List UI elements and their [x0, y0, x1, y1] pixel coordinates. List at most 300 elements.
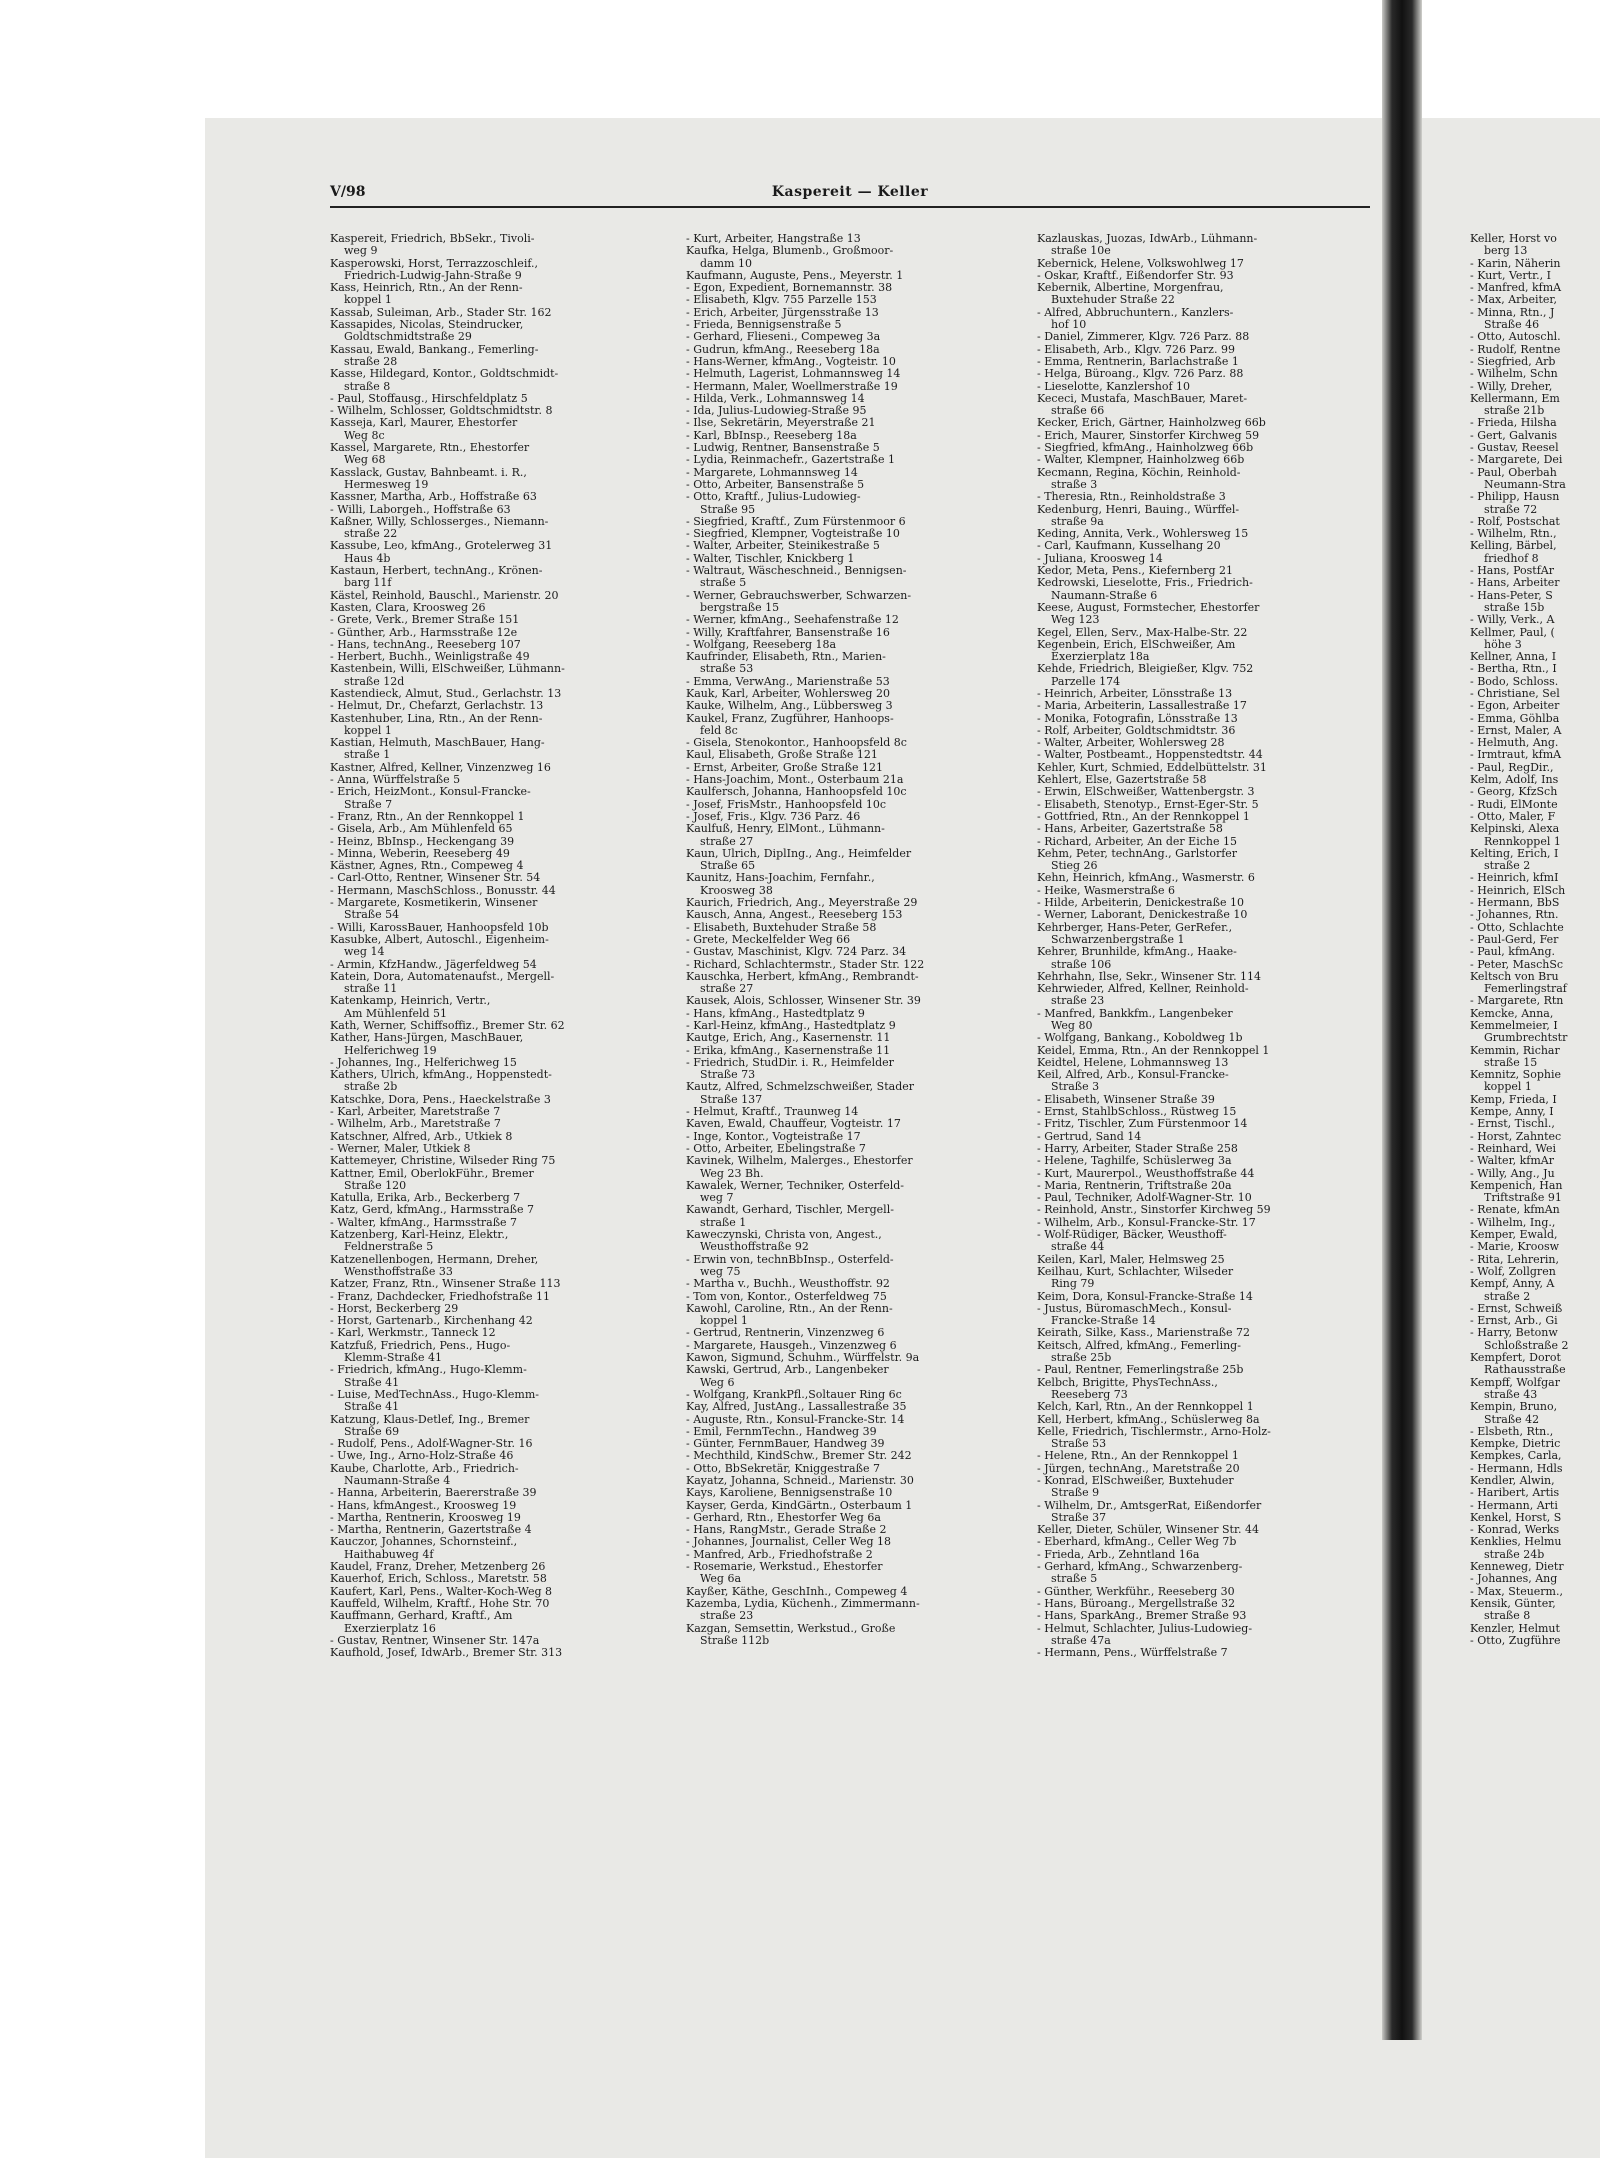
entry-continuation: straße 28 [344, 354, 398, 368]
directory-entry: Kasubke, Albert, Autoschl., Eigenheim- [330, 932, 549, 946]
directory-entry: - Rita, Lehrerin, [1470, 1252, 1560, 1266]
directory-entry: Kedor, Meta, Pens., Kiefernberg 21 [1037, 564, 1234, 578]
directory-entry: Kedenburg, Henri, Bauing., Würffel- [1037, 502, 1240, 516]
directory-entry: - Wilhelm, Schlosser, Goldtschmidtstr. 8 [330, 404, 553, 418]
directory-entry: - Bodo, Schloss. [1470, 674, 1559, 688]
directory-entry: - Hilda, Verk., Lohmannsweg 14 [686, 391, 865, 405]
directory-entry: - Ludwig, Rentner, Bansenstraße 5 [686, 441, 880, 455]
directory-entry: Kelm, Adolf, Ins [1470, 773, 1559, 787]
entry-continuation: Weg 68 [344, 453, 386, 467]
directory-entry: - Günter, FernmBauer, Handweg 39 [686, 1437, 885, 1451]
entry-continuation: straße 23 [700, 1609, 754, 1623]
directory-entry: Kass, Heinrich, Rtn., An der Renn- [330, 281, 523, 295]
directory-entry: - Gerhard, kfmAng., Schwarzenberg- [1037, 1560, 1243, 1574]
directory-entry: Keidtel, Helene, Lohmannsweg 13 [1037, 1055, 1229, 1069]
directory-entry: Kemnitz, Sophie [1470, 1068, 1561, 1082]
directory-entry: - Georg, KfzSch [1470, 785, 1558, 799]
directory-entry: Kautz, Alfred, Schmelzschweißer, Stader [686, 1080, 914, 1094]
entry-continuation: Weg 8c [344, 428, 385, 442]
entry-continuation: barg 11f [344, 576, 392, 590]
directory-entry: - Manfred, Bankkfm., Langenbeker [1037, 1006, 1233, 1020]
directory-entry: - Konrad, Werks [1470, 1523, 1560, 1537]
directory-entry: Kassube, Leo, kfmAng., Grotelerweg 31 [330, 539, 553, 553]
directory-entry: Kaube, Charlotte, Arb., Friedrich- [330, 1461, 519, 1475]
directory-entry: - Emma, VerwAng., Marienstraße 53 [686, 674, 890, 688]
directory-entry: - Kurt, Vertr., I [1470, 268, 1551, 282]
directory-entry: Kempkes, Carla, [1470, 1449, 1562, 1463]
book-gutter [1382, 0, 1422, 2040]
directory-entry: - Wolf-Rüdiger, Bäcker, Weusthoff- [1037, 1228, 1227, 1242]
entry-continuation: Wensthoffstraße 33 [344, 1264, 453, 1278]
directory-entry: Katzfuß, Friedrich, Pens., Hugo- [330, 1338, 511, 1352]
directory-entry: - Walter, Arbeiter, Steinikestraße 5 [686, 539, 880, 553]
directory-entry: - Gottfried, Rtn., An der Rennkoppel 1 [1037, 809, 1250, 823]
directory-entry: Kassel, Margarete, Rtn., Ehestorfer [330, 441, 530, 455]
entry-continuation: Straße 65 [700, 859, 756, 873]
directory-entry: - Ida, Julius-Ludowieg-Straße 95 [686, 404, 867, 418]
directory-entry: - Marie, Kroosw [1470, 1240, 1560, 1254]
entry-continuation: Parzelle 174 [1051, 674, 1121, 688]
directory-entry: - Hermann, MaschSchloss., Bonusstr. 44 [330, 883, 556, 897]
directory-entry: - Franz, Dachdecker, Friedhofstraße 11 [330, 1289, 551, 1303]
directory-entry: - Haribert, Artis [1470, 1486, 1560, 1500]
directory-entry: - Helmuth, Lagerist, Lohmannsweg 14 [686, 367, 901, 381]
entry-continuation: hof 10 [1051, 318, 1087, 332]
directory-entry: - Horst, Gartenarb., Kirchenhang 42 [330, 1314, 533, 1328]
directory-entry: Kelling, Bärbel, [1470, 539, 1557, 553]
directory-entry: - Horst, Zahntec [1470, 1129, 1562, 1143]
directory-entry: Kastenbein, Willi, ElSchweißer, Lühmann- [330, 662, 565, 676]
directory-entry: Kawohl, Caroline, Rtn., An der Renn- [686, 1301, 893, 1315]
page-number: V/98 [330, 184, 366, 200]
directory-entry: Kaßner, Willy, Schlosserges., Niemann- [330, 514, 549, 528]
directory-entry: - Theresia, Rtn., Reinholdstraße 3 [1037, 490, 1226, 504]
directory-entry: - Erwin, ElSchweißer, Wattenbergstr. 3 [1037, 785, 1255, 799]
directory-entry: - Margarete, Dei [1470, 453, 1563, 467]
directory-entry: - Helmut, Schlachter, Julius-Ludowieg- [1037, 1621, 1253, 1635]
directory-entry: Katenkamp, Heinrich, Vertr., [330, 994, 491, 1008]
directory-entry: Kendler, Alwin, [1470, 1473, 1555, 1487]
entry-continuation: Am Mühlenfeld 51 [344, 1006, 448, 1020]
directory-entry: - Gert, Galvanis [1470, 428, 1558, 442]
directory-entry: Kaven, Ewald, Chauffeur, Vogteistr. 17 [686, 1117, 901, 1131]
directory-entry: Kempf, Anny, A [1470, 1277, 1555, 1291]
entry-continuation: Weg 6a [700, 1572, 742, 1586]
entry-continuation: straße 43 [1484, 1387, 1538, 1401]
directory-entry: - Otto, Autoschl. [1470, 330, 1561, 344]
entry-continuation: Grumbrechtstr [1484, 1031, 1568, 1045]
entry-continuation: Straße 69 [344, 1424, 400, 1438]
directory-entry: - Willy, Ang., Ju [1470, 1166, 1555, 1180]
entry-continuation: straße 1 [700, 1215, 747, 1229]
directory-entry: Kellermann, Em [1470, 391, 1560, 405]
entry-continuation: bergstraße 15 [700, 600, 780, 614]
directory-entry: - Hans-Joachim, Mont., Osterbaum 21a [686, 773, 904, 787]
entry-continuation: Hermesweg 19 [344, 477, 429, 491]
directory-entry: Kauerhof, Erich, Schloss., Maretstr. 58 [330, 1572, 547, 1586]
directory-entry: - Egon, Expedient, Bornemannstr. 38 [686, 281, 893, 295]
entry-continuation: Reeseberg 73 [1051, 1387, 1128, 1401]
entry-continuation: Rennkoppel 1 [1484, 834, 1561, 848]
directory-entry: - Helmuth, Ang. [1470, 736, 1559, 750]
directory-entry: - Wilhelm, Ing., [1470, 1215, 1556, 1229]
entry-continuation: Klemm-Straße 41 [344, 1351, 442, 1365]
entry-continuation: Haus 4b [344, 551, 391, 565]
directory-entry: Kausch, Anna, Angest., Reeseberg 153 [686, 908, 903, 922]
directory-entry: Kemmin, Richar [1470, 1043, 1560, 1057]
directory-entry: Kempenich, Han [1470, 1178, 1563, 1192]
directory-entry: - Gudrun, kfmAng., Reeseberg 18a [686, 342, 880, 356]
entry-continuation: straße 27 [700, 834, 754, 848]
directory-entry: - Paul-Gerd, Fer [1470, 932, 1559, 946]
directory-entry: - Josef, Fris., Klgv. 736 Parz. 46 [686, 809, 861, 823]
directory-entry: Keltsch von Bru [1470, 969, 1559, 983]
directory-entry: Kecmann, Regina, Köchin, Reinhold- [1037, 465, 1241, 479]
directory-entry: Kauk, Karl, Arbeiter, Wohlersweg 20 [686, 686, 890, 700]
directory-entry: Kastner, Alfred, Kellner, Vinzenzweg 16 [330, 760, 551, 774]
directory-entry: Kaweczynski, Christa von, Angest., [686, 1228, 882, 1242]
entry-continuation: straße 21b [1484, 404, 1545, 418]
entry-continuation: Helferichweg 19 [344, 1043, 437, 1057]
directory-entry: - Gerhard, Rtn., Ehestorfer Weg 6a [686, 1510, 881, 1524]
directory-entry: - Heike, Wasmerstraße 6 [1037, 883, 1175, 897]
entry-continuation: straße 25b [1051, 1351, 1112, 1365]
directory-entry: - Johannes, Ang [1470, 1572, 1558, 1586]
directory-entry: - Helmut, Dr., Chefarzt, Gerlachstr. 13 [330, 699, 544, 713]
directory-entry: - Herbert, Buchh., Weinligstraße 49 [330, 650, 530, 664]
directory-entry: Katulla, Erika, Arb., Beckerberg 7 [330, 1191, 521, 1205]
directory-entry: Keller, Horst vo [1470, 233, 1557, 245]
directory-entry: Katein, Dora, Automatenaufst., Mergell- [330, 969, 555, 983]
directory-entry: Kayßer, Käthe, GeschInh., Compeweg 4 [686, 1584, 908, 1598]
directory-entry: - Elisabeth, Klgv. 755 Parzelle 153 [686, 293, 877, 307]
directory-entry: Kastaun, Herbert, technAng., Krönen- [330, 564, 543, 578]
entry-continuation: straße 24b [1484, 1547, 1545, 1561]
directory-entry: - Hans, kfmAngest., Kroosweg 19 [330, 1498, 517, 1512]
directory-entry: - Frieda, Hilsha [1470, 416, 1557, 430]
directory-entry: Kasperowski, Horst, Terrazzoschleif., [330, 256, 539, 270]
entry-continuation: Haithabuweg 4f [344, 1547, 434, 1561]
directory-column-1 [330, 233, 660, 1993]
directory-entry: - Mechthild, KindSchw., Bremer Str. 242 [686, 1449, 912, 1463]
entry-continuation: Straße 54 [344, 908, 400, 922]
directory-entry: - Werner, Laborant, Denickestraße 10 [1037, 908, 1248, 922]
directory-entry: - Helene, Rtn., An der Rennkoppel 1 [1037, 1449, 1239, 1463]
directory-entry: - Martha, Rentnerin, Gazertstraße 4 [330, 1523, 532, 1537]
directory-entry: - Paul, Oberbah [1470, 465, 1557, 479]
directory-entry: Kazemba, Lydia, Küchenh., Zimmermann- [686, 1596, 920, 1610]
directory-entry: Kemmelmeier, I [1470, 1019, 1558, 1032]
directory-entry: - Wolfgang, KrankPfl.,Soltauer Ring 6c [686, 1387, 902, 1401]
entry-continuation: koppel 1 [1484, 1080, 1532, 1094]
directory-entry: Keitsch, Alfred, kfmAng., Femerling- [1037, 1338, 1241, 1352]
directory-entry: Kemper, Ewald, [1470, 1228, 1558, 1242]
page-header [330, 184, 1370, 208]
directory-entry: Kaulfersch, Johanna, Hanhoopsfeld 10c [686, 785, 907, 799]
directory-entry: - Elisabeth, Stenotyp., Ernst-Eger-Str. 5 [1037, 797, 1259, 811]
entry-continuation: straße 9a [1051, 514, 1104, 528]
directory-entry: - Juliana, Kroosweg 14 [1037, 551, 1163, 565]
directory-entry: - Harry, Betonw [1470, 1326, 1558, 1340]
directory-entry: - Johannes, Journalist, Celler Weg 18 [686, 1535, 891, 1549]
directory-entry: - Inge, Kontor., Vogteistraße 17 [686, 1129, 861, 1143]
directory-entry: Katzer, Franz, Rtn., Winsener Straße 113 [330, 1277, 561, 1291]
directory-entry: Kempke, Dietric [1470, 1437, 1561, 1451]
entry-continuation: Straße 120 [344, 1178, 407, 1192]
entry-continuation: koppel 1 [344, 723, 392, 737]
directory-entry: Kegenbein, Erich, ElSchweißer, Am [1037, 637, 1236, 651]
directory-entry: - Gustav, Maschinist, Klgv. 724 Parz. 34 [686, 945, 907, 959]
directory-entry: - Hans-Werner, kfmAng., Vogteistr. 10 [686, 354, 896, 368]
directory-entry: Kenzler, Helmut [1470, 1621, 1560, 1635]
directory-entry: - Rolf, Postschat [1470, 514, 1560, 528]
directory-entry: Kempin, Bruno, [1470, 1400, 1558, 1414]
directory-entry: - Reinhard, Wei [1470, 1141, 1556, 1155]
directory-entry: - Rosemarie, Werkstud., Ehestorfer [686, 1560, 883, 1574]
directory-entry: - Gerhard, Flieseni., Compeweg 3a [686, 330, 881, 344]
directory-entry: - Paul, Techniker, Adolf-Wagner-Str. 10 [1037, 1191, 1252, 1205]
directory-entry: - Peter, MaschSc [1470, 957, 1564, 971]
directory-entry: - Hans-Peter, S [1470, 588, 1553, 602]
directory-entry: Kehler, Kurt, Schmied, Eddelbüttelstr. 31 [1037, 760, 1267, 774]
directory-entry: - Oskar, Kraftf., Eißendorfer Str. 93 [1037, 268, 1234, 282]
directory-entry: - Paul, Rentner, Femerlingstraße 25b [1037, 1363, 1244, 1377]
directory-entry: - Emma, Rentnerin, Barlachstraße 1 [1037, 354, 1239, 368]
directory-entry: Kasslack, Gustav, Bahnbeamt. i. R., [330, 465, 527, 479]
directory-entry: - Walter, Postbeamt., Hoppenstedtstr. 44 [1037, 748, 1263, 762]
entry-continuation: Straße 73 [700, 1068, 756, 1082]
directory-entry: Kempe, Anny, I [1470, 1105, 1554, 1119]
entry-continuation: straße 5 [700, 576, 747, 590]
directory-entry: - Siegfried, Kraftf., Zum Fürstenmoor 6 [686, 514, 906, 528]
directory-entry: - Maria, Arbeiterin, Lassallestraße 17 [1037, 699, 1247, 713]
directory-entry: Kehlert, Else, Gazertstraße 58 [1037, 773, 1207, 787]
directory-entry: Kazgan, Semsettin, Werkstud., Große [686, 1621, 896, 1635]
entry-continuation: straße 15 [1484, 1055, 1538, 1069]
directory-entry: Kellmer, Paul, ( [1470, 625, 1555, 639]
directory-entry: - Karl, Werkmstr., Tanneck 12 [330, 1326, 496, 1340]
directory-entry: - Gertrud, Rentnerin, Vinzenzweg 6 [686, 1326, 885, 1340]
entry-continuation: Schwarzenbergstraße 1 [1051, 932, 1185, 946]
directory-entry: Kattemeyer, Christine, Wilseder Ring 75 [330, 1154, 556, 1168]
directory-entry: Kawalek, Werner, Techniker, Osterfeld- [686, 1178, 905, 1192]
directory-entry: - Hermann, Pens., Würffelstraße 7 [1037, 1646, 1228, 1660]
directory-entry: Kays, Karoliene, Bennigsenstraße 10 [686, 1486, 893, 1500]
directory-entry: Kastenhuber, Lina, Rtn., An der Renn- [330, 711, 543, 725]
directory-entry: Kaukel, Franz, Zugführer, Hanhoops- [686, 711, 894, 725]
directory-entry: Kehrhahn, Ilse, Sekr., Winsener Str. 114 [1037, 969, 1262, 983]
entry-continuation: Friedrich-Ludwig-Jahn-Straße 9 [344, 268, 522, 282]
directory-entry: - Grete, Verk., Bremer Straße 151 [330, 613, 520, 627]
directory-column-3 [1037, 233, 1377, 1993]
directory-entry: - Frieda, Bennigsenstraße 5 [686, 318, 842, 332]
entry-continuation: straße 2b [344, 1080, 398, 1094]
directory-entry: - Egon, Arbeiter [1470, 699, 1560, 713]
directory-entry: Kebernick, Helene, Volkswohlweg 17 [1037, 256, 1244, 270]
running-head: Kaspereit — Keller [771, 184, 929, 200]
directory-entry: Kehrwieder, Alfred, Kellner, Reinhold- [1037, 982, 1249, 996]
directory-entry: - Waltraut, Wäscheschneid., Bennigsen- [686, 564, 907, 578]
directory-entry: - Uwe, Ing., Arno-Holz-Straße 46 [330, 1449, 514, 1463]
directory-entry: - Hans, SparkAng., Bremer Straße 93 [1037, 1609, 1247, 1623]
directory-entry: - Ernst, StahlbSchloss., Rüstweg 15 [1037, 1105, 1237, 1119]
directory-entry: Kaufhold, Josef, IdwArb., Bremer Str. 313 [330, 1646, 563, 1660]
entry-continuation: Neumann-Stra [1484, 477, 1566, 491]
entry-continuation: Naumann-Straße 4 [344, 1473, 451, 1487]
directory-entry: - Werner, kfmAng., Seehafenstraße 12 [686, 613, 899, 627]
directory-entry: - Walter, kfmAng., Harmsstraße 7 [330, 1215, 518, 1229]
directory-entry: - Willy, Verk., A [1470, 613, 1555, 627]
entry-continuation: weg 9 [344, 244, 378, 258]
directory-entry: - Ernst, Arb., Gi [1470, 1314, 1558, 1328]
directory-entry: - Wilhelm, Arb., Maretstraße 7 [330, 1117, 501, 1131]
directory-entry: Kehde, Friedrich, Bleigießer, Klgv. 752 [1037, 662, 1254, 676]
directory-entry: - Richard, Arbeiter, An der Eiche 15 [1037, 834, 1237, 848]
directory-entry: - Konrad, ElSchweißer, Buxtehuder [1037, 1473, 1234, 1487]
directory-entry: Kauffeld, Wilhelm, Kraftf., Hohe Str. 70 [330, 1596, 550, 1610]
directory-entry: - Maria, Rentnerin, Triftstraße 20a [1037, 1178, 1232, 1192]
entry-continuation: koppel 1 [344, 293, 392, 307]
directory-entry: Kehm, Peter, technAng., Garlstorfer [1037, 846, 1238, 860]
directory-entry: - Heinrich, ElSch [1470, 883, 1566, 897]
directory-entry: Kastian, Helmuth, MaschBauer, Hang- [330, 736, 545, 750]
directory-entry: - Heinz, BbInsp., Heckengang 39 [330, 834, 515, 848]
directory-entry: Kaudel, Franz, Dreher, Metzenberg 26 [330, 1560, 546, 1574]
directory-entry: - Carl-Otto, Rentner, Winsener Str. 54 [330, 871, 541, 885]
directory-entry: Katzung, Klaus-Detlef, Ing., Bremer [330, 1412, 530, 1426]
directory-entry: Kassner, Martha, Arb., Hoffstraße 63 [330, 490, 537, 504]
directory-entry: Kemcke, Anna, [1470, 1006, 1554, 1020]
directory-entry: - Ernst, Maler, A [1470, 723, 1562, 737]
entry-continuation: straße 11 [344, 982, 398, 996]
directory-entry: Kaspereit, Friedrich, BbSekr., Tivoli- [330, 233, 535, 245]
directory-entry: Kay, Alfred, JustAng., Lassallestraße 35 [686, 1400, 907, 1414]
directory-entry: Kautge, Erich, Ang., Kasernenstr. 11 [686, 1031, 891, 1045]
directory-entry: Kellner, Anna, I [1470, 650, 1557, 664]
directory-entry: - Kurt, Arbeiter, Hangstraße 13 [686, 233, 861, 245]
directory-entry: - Hanna, Arbeiterin, Baererstraße 39 [330, 1486, 537, 1500]
directory-entry: - Gustav, Rentner, Winsener Str. 147a [330, 1633, 540, 1647]
entry-continuation: koppel 1 [700, 1314, 748, 1328]
directory-entry: Kassab, Suleiman, Arb., Stader Str. 162 [330, 305, 552, 319]
directory-entry: - Wolfgang, Reeseberg 18a [686, 637, 837, 651]
entry-continuation: Straße 95 [700, 502, 756, 516]
directory-entry: Kell, Herbert, kfmAng., Schüslerweg 8a [1037, 1412, 1260, 1426]
entry-continuation: straße 8 [1484, 1609, 1531, 1623]
directory-entry: - Wilhelm, Schn [1470, 367, 1558, 381]
directory-entry: Kavinek, Wilhelm, Malerges., Ehestorfer [686, 1154, 913, 1168]
directory-entry: - Martha v., Buchh., Weusthoffstr. 92 [686, 1277, 890, 1291]
directory-entry: - Minna, Weberin, Reeseberg 49 [330, 846, 510, 860]
directory-entry: Kenklies, Helmu [1470, 1535, 1562, 1549]
entry-continuation: Straße 46 [1484, 318, 1540, 332]
entry-continuation: Goldtschmidtstraße 29 [344, 330, 472, 344]
directory-entry: - Auguste, Rtn., Konsul-Francke-Str. 14 [686, 1412, 905, 1426]
directory-entry: Kehn, Heinrich, kfmAng., Wasmerstr. 6 [1037, 871, 1255, 885]
directory-entry: - Anna, Würffelstraße 5 [330, 773, 461, 787]
directory-entry: Kaufrinder, Elisabeth, Rtn., Marien- [686, 650, 886, 664]
directory-entry: - Hans, PostfAr [1470, 564, 1555, 578]
directory-entry: - Willy, Kraftfahrer, Bansenstraße 16 [686, 625, 890, 639]
directory-entry: Keilen, Karl, Maler, Helmsweg 25 [1037, 1252, 1225, 1266]
directory-entry: Kauke, Wilhelm, Ang., Lübbersweg 3 [686, 699, 893, 713]
entry-continuation: straße 106 [1051, 957, 1112, 971]
directory-entry: - Elisabeth, Arb., Klgv. 726 Parz. 99 [1037, 342, 1235, 356]
directory-entry: - Kurt, Maurerpol., Weusthoffstraße 44 [1037, 1166, 1255, 1180]
directory-entry: - Alfred, Abbruchuntern., Kanzlers- [1037, 305, 1234, 319]
directory-entry: - Grete, Meckelfelder Weg 66 [686, 932, 851, 946]
directory-entry: - Max, Steuerm., [1470, 1584, 1563, 1598]
directory-entry: Katschke, Dora, Pens., Haeckelstraße 3 [330, 1092, 551, 1106]
entry-continuation: straße 2 [1484, 1289, 1531, 1303]
directory-entry: Katzenellenbogen, Hermann, Dreher, [330, 1252, 539, 1266]
entry-continuation: Exerzierplatz 16 [344, 1621, 436, 1635]
directory-entry: Kaurich, Friedrich, Ang., Meyerstraße 29 [686, 896, 918, 910]
directory-entry: - Reinhold, Anstr., Sinstorfer Kirchweg 59 [1037, 1203, 1271, 1217]
directory-entry: - Renate, kfmAn [1470, 1203, 1560, 1217]
directory-entry: - Martha, Rentnerin, Kroosweg 19 [330, 1510, 521, 1524]
directory-entry: - Otto, Schlachte [1470, 920, 1564, 934]
directory-entry: Kassau, Ewald, Bankang., Femerling- [330, 342, 539, 356]
directory-entry: - Willy, Dreher, [1470, 379, 1553, 393]
directory-entry: Kattner, Emil, OberlokFühr., Bremer [330, 1166, 534, 1180]
directory-entry: - Karin, Näherin [1470, 256, 1561, 270]
entry-continuation: Francke-Straße 14 [1051, 1314, 1156, 1328]
directory-entry: - Wilhelm, Dr., AmtsgerRat, Eißendorfer [1037, 1498, 1262, 1512]
directory-entry: Kasten, Clara, Kroosweg 26 [330, 600, 486, 614]
directory-entry: Keirath, Silke, Kass., Marienstraße 72 [1037, 1326, 1250, 1340]
entry-continuation: Weg 123 [1051, 613, 1100, 627]
directory-entry: Kayatz, Johanna, Schneid., Marienstr. 30 [686, 1473, 914, 1487]
directory-entry: - Helga, Büroang., Klgv. 726 Parz. 88 [1037, 367, 1244, 381]
directory-entry: - Gisela, Arb., Am Mühlenfeld 65 [330, 822, 513, 836]
directory-entry: - Karl, BbInsp., Reeseberg 18a [686, 428, 857, 442]
directory-entry: Keil, Alfred, Arb., Konsul-Francke- [1037, 1068, 1229, 1082]
directory-entry: - Monika, Fotografin, Lönsstraße 13 [1037, 711, 1238, 725]
directory-entry: - Günther, Werkführ., Reeseberg 30 [1037, 1584, 1235, 1598]
directory-entry: - Hermann, Maler, Woellmerstraße 19 [686, 379, 898, 393]
directory-entry: Kauschka, Herbert, kfmAng., Rembrandt- [686, 969, 919, 983]
directory-entry: - Hans, Büroang., Mergellstraße 32 [1037, 1596, 1236, 1610]
directory-entry: - Hermann, BbS [1470, 896, 1560, 910]
entry-continuation: Stieg 26 [1051, 859, 1098, 873]
directory-entry: - Jürgen, technAng., Maretstraße 20 [1037, 1461, 1240, 1475]
entry-continuation: straße 47a [1051, 1633, 1111, 1647]
directory-entry: - Erwin von, technBbInsp., Osterfeld- [686, 1252, 894, 1266]
directory-entry: Kelting, Erich, I [1470, 846, 1559, 860]
directory-entry: - Philipp, Hausn [1470, 490, 1560, 504]
directory-entry: - Carl, Kaufmann, Kusselhang 20 [1037, 539, 1221, 553]
directory-entry: Kensik, Günter, [1470, 1596, 1556, 1610]
entry-continuation: Straße 41 [344, 1400, 400, 1414]
directory-entry: - Lieselotte, Kanzlershof 10 [1037, 379, 1191, 393]
directory-entry: - Lydia, Reinmachefr., Gazertstraße 1 [686, 453, 895, 467]
directory-entry: - Wolf, Zollgren [1470, 1264, 1556, 1278]
entry-continuation: Exerzierplatz 18a [1051, 650, 1150, 664]
directory-entry: - Frieda, Arb., Zehntland 16a [1037, 1547, 1200, 1561]
directory-entry: Kehrberger, Hans-Peter, GerRefer., [1037, 920, 1233, 934]
directory-entry: - Günther, Arb., Harmsstraße 12e [330, 625, 518, 639]
directory-entry: - Johannes, Rtn. [1470, 908, 1559, 922]
directory-entry: Kegel, Ellen, Serv., Max-Halbe-Str. 22 [1037, 625, 1248, 639]
directory-entry: - Harry, Arbeiter, Stader Straße 258 [1037, 1141, 1238, 1155]
entry-continuation: Straße 3 [1051, 1080, 1100, 1094]
entry-continuation: straße 8 [344, 379, 391, 393]
directory-entry: - Elisabeth, Winsener Straße 39 [1037, 1092, 1215, 1106]
directory-entry: Keese, August, Formstecher, Ehestorfer [1037, 600, 1260, 614]
entry-continuation: straße 22 [344, 527, 398, 541]
directory-entry: - Gustav, Reesel [1470, 441, 1559, 455]
